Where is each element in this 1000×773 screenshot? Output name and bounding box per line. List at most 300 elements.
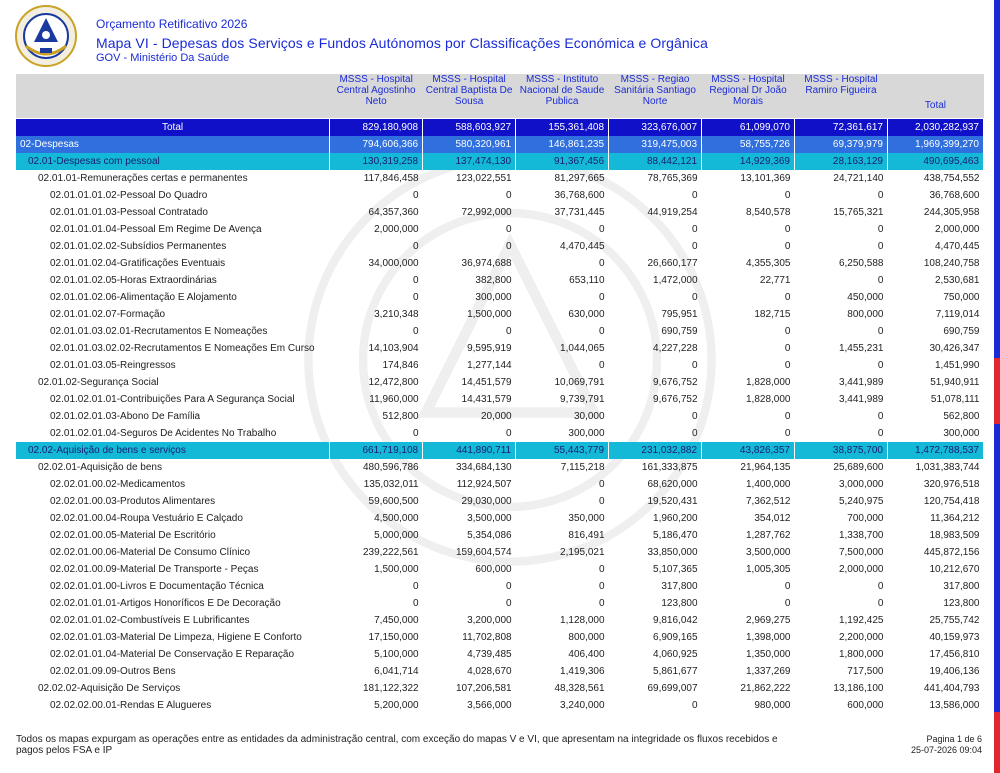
row-value: 0 — [784, 359, 791, 371]
row-total-value: 19,406,136 — [929, 665, 980, 677]
row-value: 450,000 — [847, 291, 884, 303]
row-label: 02.01.01.03.02.02-Recrutamentos E Nomeações Em Curso — [50, 342, 315, 354]
row-value: 78,765,369 — [647, 172, 698, 184]
row-value: 350,000 — [568, 512, 605, 524]
row-value: 0 — [413, 325, 419, 337]
row-label: 02.02.01.01.01-Artigos Honoríficos E De Decoração — [50, 597, 281, 609]
row-value: 382,800 — [475, 274, 512, 286]
row-value: 3,566,000 — [467, 699, 512, 711]
row-value: 829,180,908 — [330, 119, 423, 136]
table-row — [16, 680, 984, 697]
table-row — [16, 476, 984, 493]
row-value: 58,755,726 — [702, 136, 795, 153]
row-value: 0 — [506, 597, 512, 609]
row-value: 0 — [506, 189, 512, 201]
row-value: 0 — [691, 291, 698, 303]
row-value: 1,400,000 — [745, 478, 791, 490]
row-value: 580,320,961 — [423, 136, 516, 153]
row-total-value: 2,030,282,937 — [887, 119, 983, 136]
row-value: 0 — [691, 223, 698, 235]
row-value: 1,960,200 — [653, 512, 698, 524]
table-row — [16, 306, 984, 323]
row-value: 11,702,808 — [462, 631, 512, 643]
table-row — [16, 357, 984, 374]
row-value: 14,431,579 — [461, 393, 512, 405]
row-value: 17,150,000 — [368, 631, 419, 643]
row-value: 69,379,979 — [794, 136, 887, 153]
column-header-total: Total — [887, 74, 983, 118]
row-value: 15,765,321 — [833, 206, 884, 218]
row-value: 4,028,670 — [467, 665, 512, 677]
row-value: 0 — [506, 223, 512, 235]
row-value: 159,604,574 — [455, 546, 512, 558]
row-value: 61,099,070 — [702, 119, 795, 136]
row-value: 137,474,130 — [423, 153, 516, 170]
row-label: 02.02.01.00.02-Medicamentos — [50, 478, 186, 490]
row-value: 0 — [877, 189, 884, 201]
table-row — [16, 459, 984, 476]
row-value: 68,620,000 — [647, 478, 698, 490]
row-value: 0 — [784, 427, 791, 439]
row-value: 0 — [598, 563, 605, 575]
table-row — [16, 374, 984, 391]
footer-note: Todos os mapas expurgam as operações entre as entidades da administração central, com exceção do mapas V e VI, que apresentam na integridade os fluxos recebidos e pagos pelos FSA e IP — [16, 734, 778, 756]
row-value: 55,443,779 — [516, 442, 609, 459]
column-header: MSSS - Hospital Central Baptista De Sousa — [423, 74, 516, 118]
map-title: Mapa VI - Depesas dos Serviços e Fundos Autónomos por Classificações Económica e Orgânica — [96, 35, 708, 51]
row-value: 6,250,588 — [838, 257, 884, 269]
row-value: 816,491 — [568, 529, 605, 541]
row-value: 14,103,904 — [368, 342, 419, 354]
row-total-value: 490,695,463 — [887, 153, 983, 170]
row-label: 02.02.01.09.09-Outros Bens — [50, 665, 176, 677]
row-value: 9,676,752 — [653, 376, 698, 388]
row-value: 0 — [784, 240, 791, 252]
table-row — [16, 510, 984, 527]
row-label: 02.01.01.01.04-Pessoal Em Regime De Avença — [50, 223, 262, 235]
row-value: 0 — [598, 325, 605, 337]
row-total-value: 30,426,347 — [929, 342, 980, 354]
row-value: 4,500,000 — [374, 512, 419, 524]
row-value: 5,200,000 — [374, 699, 419, 711]
row-value: 3,210,348 — [374, 308, 419, 320]
row-value: 0 — [413, 291, 419, 303]
row-value: 2,000,000 — [838, 563, 884, 575]
row-value: 38,875,700 — [794, 442, 887, 459]
row-value: 588,603,927 — [423, 119, 516, 136]
row-value: 9,739,791 — [560, 393, 605, 405]
row-label: 02.02.01.00.06-Material De Consumo Clínico — [50, 546, 251, 558]
row-value: 794,606,366 — [330, 136, 423, 153]
row-value: 1,350,000 — [745, 648, 791, 660]
table-row — [16, 527, 984, 544]
row-value: 0 — [506, 240, 512, 252]
row-total-value: 4,470,445 — [935, 240, 980, 252]
row-value: 1,005,305 — [745, 563, 791, 575]
row-value: 0 — [784, 410, 791, 422]
row-value: 33,850,000 — [647, 546, 698, 558]
row-value: 0 — [598, 580, 605, 592]
row-value: 26,660,177 — [647, 257, 698, 269]
row-value: 28,163,129 — [794, 153, 887, 170]
row-label: 02.01.01.01.03-Pessoal Contratado — [50, 206, 208, 218]
column-header: MSSS - Hospital Ramiro Figueira — [794, 74, 887, 118]
row-total-value: 320,976,518 — [923, 478, 980, 490]
coat-of-arms-icon — [14, 4, 78, 68]
row-value: 661,719,108 — [330, 442, 423, 459]
row-value: 0 — [877, 240, 884, 252]
row-value: 3,441,989 — [838, 376, 884, 388]
row-value: 72,992,000 — [461, 206, 512, 218]
row-value: 600,000 — [847, 699, 884, 711]
row-label: 02.01-Despesas com pessoal — [16, 153, 330, 170]
row-label: 02.01.02-Segurança Social — [38, 376, 159, 388]
row-value: 1,338,700 — [838, 529, 884, 541]
row-value: 0 — [877, 359, 884, 371]
row-value: 181,122,322 — [362, 682, 419, 694]
row-value: 480,596,786 — [362, 461, 419, 473]
row-value: 334,684,130 — [455, 461, 512, 473]
row-total-value: 36,768,600 — [929, 189, 980, 201]
row-label: 02.01.01.01.02-Pessoal Do Quadro — [50, 189, 208, 201]
table-row — [16, 544, 984, 561]
row-value: 7,450,000 — [374, 614, 419, 626]
table-row — [16, 612, 984, 629]
row-label: 02.02.01.00.05-Material De Escritório — [50, 529, 216, 541]
row-label: 02.01.01.02.05-Horas Extraordinárias — [50, 274, 217, 286]
row-total-value: 317,800 — [943, 580, 980, 592]
row-value: 1,828,000 — [745, 376, 791, 388]
row-value: 0 — [598, 359, 605, 371]
row-value: 123,800 — [661, 597, 698, 609]
row-value: 0 — [413, 427, 419, 439]
row-value: 0 — [691, 240, 698, 252]
row-label: 02.02.01.01.02-Combustíveis E Lubrificantes — [50, 614, 250, 626]
table-row — [16, 340, 984, 357]
row-total-value: 2,530,681 — [935, 274, 980, 286]
page-edge-bar — [994, 0, 1000, 773]
row-label: 02.01.01.02.07-Formação — [50, 308, 166, 320]
table-header-row — [16, 74, 984, 118]
row-total-value: 7,119,014 — [935, 308, 980, 320]
row-value: 317,800 — [661, 580, 698, 592]
row-total-value: 1,969,399,270 — [887, 136, 983, 153]
row-label: 02.02.02.00.01-Rendas E Alugueres — [50, 699, 212, 711]
row-total-value: 51,078,111 — [930, 393, 980, 405]
row-value: 1,472,000 — [653, 274, 698, 286]
row-total-value: 2,000,000 — [935, 223, 980, 235]
row-total-value: 1,451,990 — [935, 359, 980, 371]
row-value: 9,676,752 — [653, 393, 698, 405]
row-total-value: 17,456,810 — [929, 648, 980, 660]
row-total-value: 445,872,156 — [923, 546, 980, 558]
row-label: 02.01.01.02.06-Alimentação E Alojamento — [50, 291, 237, 303]
row-value: 319,475,003 — [609, 136, 702, 153]
row-label: 02.01.02.01.03-Abono De Família — [50, 410, 201, 422]
page-edge-marker — [994, 712, 1000, 773]
row-value: 0 — [413, 274, 419, 286]
row-value: 10,069,791 — [554, 376, 605, 388]
row-value: 0 — [598, 478, 605, 490]
row-value: 5,100,000 — [374, 648, 419, 660]
row-value: 88,442,121 — [609, 153, 702, 170]
table-row — [16, 646, 984, 663]
row-label: 02.02.01.00.04-Roupa Vestuário E Calçado — [50, 512, 243, 524]
row-value: 13,101,369 — [740, 172, 791, 184]
ministry-name: GOV - Ministério Da Saúde — [96, 52, 230, 64]
row-value: 8,540,578 — [745, 206, 791, 218]
row-value: 0 — [413, 240, 419, 252]
row-value: 1,287,762 — [745, 529, 791, 541]
row-value: 3,200,000 — [467, 614, 512, 626]
row-value: 406,400 — [568, 648, 605, 660]
row-value: 6,909,165 — [653, 631, 698, 643]
row-value: 3,240,000 — [560, 699, 605, 711]
row-value: 300,000 — [568, 427, 605, 439]
row-value: 0 — [691, 699, 698, 711]
row-value: 29,030,000 — [461, 495, 512, 507]
row-value: 14,451,579 — [461, 376, 512, 388]
row-value: 0 — [413, 580, 419, 592]
row-total-value: 13,586,000 — [929, 699, 980, 711]
row-value: 4,060,925 — [653, 648, 698, 660]
row-value: 21,862,222 — [740, 682, 791, 694]
row-value: 239,222,561 — [362, 546, 419, 558]
row-label: 02.01.01.03.05-Reingressos — [50, 359, 176, 371]
table-row — [16, 289, 984, 306]
row-value: 0 — [877, 274, 884, 286]
row-label: 02.01.02.01.01-Contribuições Para A Segurança Social — [50, 393, 295, 405]
row-total-value: 690,759 — [943, 325, 980, 337]
print-date: 25-07-2026 09:04 — [910, 745, 982, 755]
row-value: 512,800 — [382, 410, 419, 422]
row-value: 1,398,000 — [745, 631, 791, 643]
row-total-value: 123,800 — [943, 597, 980, 609]
row-value: 0 — [877, 597, 884, 609]
row-value: 107,206,581 — [455, 682, 512, 694]
row-value: 441,890,711 — [423, 442, 516, 459]
row-value: 0 — [598, 291, 605, 303]
row-total-value: 750,000 — [943, 291, 980, 303]
row-value: 5,861,677 — [653, 665, 698, 677]
row-value: 0 — [877, 325, 884, 337]
row-value: 1,192,425 — [838, 614, 884, 626]
row-value: 1,800,000 — [838, 648, 884, 660]
row-value: 795,951 — [661, 308, 698, 320]
row-total-value: 244,305,958 — [923, 206, 980, 218]
table-row — [16, 153, 984, 170]
row-value: 25,689,600 — [833, 461, 884, 473]
row-value: 5,186,470 — [653, 529, 698, 541]
row-label: 02.01.01.02.02-Subsídios Permanentes — [50, 240, 227, 252]
expenses-table — [16, 74, 984, 714]
row-value: 1,500,000 — [374, 563, 419, 575]
page-number: Pagina 1 de 6 — [926, 734, 982, 744]
row-value: 13,186,100 — [833, 682, 884, 694]
row-value: 323,676,007 — [609, 119, 702, 136]
table-row — [16, 663, 984, 680]
row-label: 02.02.01.01.03-Material De Limpeza, Higiene E Conforto — [50, 631, 302, 643]
row-value: 12,472,800 — [368, 376, 419, 388]
row-value: 0 — [784, 189, 791, 201]
budget-title: Orçamento Retificativo 2026 — [96, 17, 248, 31]
row-value: 37,731,445 — [554, 206, 605, 218]
row-value: 0 — [598, 223, 605, 235]
row-value: 354,012 — [754, 512, 791, 524]
row-value: 653,110 — [569, 274, 605, 286]
row-value: 81,297,665 — [554, 172, 605, 184]
row-value: 182,715 — [754, 308, 791, 320]
row-value: 36,768,600 — [554, 189, 605, 201]
table-row — [16, 272, 984, 289]
row-label: 02.02.01.01.04-Material De Conservação E Reparação — [50, 648, 295, 660]
row-value: 2,200,000 — [838, 631, 884, 643]
table-row — [16, 629, 984, 646]
row-total-value: 108,240,758 — [923, 257, 980, 269]
table-row — [16, 187, 984, 204]
row-label: 02.01.01.02.04-Gratificações Eventuais — [50, 257, 226, 269]
row-total-value: 438,754,552 — [923, 172, 980, 184]
row-value: 0 — [413, 189, 419, 201]
table-row — [16, 170, 984, 187]
table-row — [16, 425, 984, 442]
row-value: 1,277,144 — [467, 359, 512, 371]
column-header: MSSS - Hospital Central Agostinho Neto — [330, 74, 423, 118]
row-value: 0 — [877, 223, 884, 235]
row-value: 800,000 — [847, 308, 884, 320]
row-label: 02.02.01.01.00-Livros E Documentação Técnica — [50, 580, 264, 592]
row-value: 980,000 — [754, 699, 791, 711]
row-value: 9,816,042 — [653, 614, 698, 626]
row-value: 7,362,512 — [745, 495, 791, 507]
row-value: 2,195,021 — [560, 546, 605, 558]
row-value: 20,000 — [480, 410, 512, 422]
row-value: 0 — [877, 427, 884, 439]
row-value: 146,861,235 — [516, 136, 609, 153]
row-value: 3,500,000 — [745, 546, 791, 558]
row-value: 0 — [877, 580, 884, 592]
row-value: 1,828,000 — [745, 393, 791, 405]
row-value: 36,974,688 — [461, 257, 512, 269]
row-value: 72,361,617 — [794, 119, 887, 136]
column-header: MSSS - Hospital Regional Dr João Morais — [702, 74, 795, 118]
row-value: 19,520,431 — [647, 495, 698, 507]
row-label: 02-Despesas — [16, 136, 330, 153]
row-value: 1,337,269 — [745, 665, 791, 677]
row-total-value: 562,800 — [943, 410, 980, 422]
row-label: 02.02.01.00.03-Produtos Alimentares — [50, 495, 216, 507]
row-value: 0 — [784, 325, 791, 337]
row-value: 0 — [506, 580, 512, 592]
row-label: 02.01.02.01.04-Seguros De Acidentes No Trabalho — [50, 427, 277, 439]
row-value: 44,919,254 — [647, 206, 698, 218]
row-total-value: 120,754,418 — [923, 495, 980, 507]
row-label: 02.02.01.00.09-Material De Transporte - Peças — [50, 563, 259, 575]
row-value: 5,000,000 — [374, 529, 419, 541]
row-value: 7,500,000 — [838, 546, 884, 558]
table-row — [16, 221, 984, 238]
row-value: 0 — [598, 597, 605, 609]
row-value: 130,319,258 — [330, 153, 423, 170]
row-value: 700,000 — [847, 512, 884, 524]
table-row — [16, 578, 984, 595]
row-value: 43,826,357 — [702, 442, 795, 459]
table-row — [16, 697, 984, 714]
row-value: 22,771 — [759, 274, 791, 286]
row-total-value: 40,159,973 — [929, 631, 980, 643]
row-value: 1,455,231 — [838, 342, 884, 354]
row-value: 231,032,882 — [609, 442, 702, 459]
row-value: 0 — [413, 597, 419, 609]
table-row — [16, 442, 984, 459]
row-total-value: 1,031,383,744 — [915, 461, 980, 473]
row-value: 5,240,975 — [838, 495, 884, 507]
table-row — [16, 136, 984, 153]
row-value: 2,000,000 — [374, 223, 419, 235]
table-row — [16, 323, 984, 340]
row-value: 64,357,360 — [368, 206, 419, 218]
row-value: 59,600,500 — [368, 495, 419, 507]
row-value: 174,846 — [382, 359, 419, 371]
row-value: 0 — [691, 189, 698, 201]
table-row — [16, 595, 984, 612]
row-total-value: 300,000 — [943, 427, 980, 439]
row-value: 717,500 — [847, 665, 884, 677]
row-label: 02.02.01-Aquisição de bens — [38, 461, 162, 473]
row-value: 1,128,000 — [560, 614, 605, 626]
footer-page-info — [911, 734, 982, 756]
table-row — [16, 493, 984, 510]
row-value: 0 — [691, 359, 698, 371]
row-value: 5,107,365 — [653, 563, 698, 575]
row-value: 161,333,875 — [641, 461, 698, 473]
row-value: 0 — [784, 597, 791, 609]
row-value: 3,000,000 — [838, 478, 884, 490]
column-header: MSSS - Instituto Nacional de Saude Publica — [516, 74, 609, 118]
page-edge-marker — [994, 358, 1000, 424]
row-value: 34,000,000 — [368, 257, 419, 269]
row-total-value: 441,404,793 — [923, 682, 980, 694]
table-row — [16, 204, 984, 221]
row-value: 135,032,011 — [363, 478, 419, 490]
row-value: 800,000 — [568, 631, 605, 643]
row-value: 0 — [784, 223, 791, 235]
table-row — [16, 391, 984, 408]
row-value: 21,964,135 — [740, 461, 791, 473]
row-value: 48,328,561 — [554, 682, 605, 694]
row-value: 3,441,989 — [838, 393, 884, 405]
row-value: 0 — [691, 410, 698, 422]
row-total-value: 51,940,911 — [930, 376, 980, 388]
row-value: 1,419,306 — [560, 665, 605, 677]
row-value: 4,470,445 — [560, 240, 605, 252]
row-value: 600,000 — [475, 563, 512, 575]
row-value: 2,969,275 — [745, 614, 791, 626]
row-value: 4,739,485 — [467, 648, 512, 660]
row-total-value: 11,364,212 — [930, 512, 980, 524]
row-value: 0 — [877, 410, 884, 422]
row-value: 0 — [506, 427, 512, 439]
row-value: 5,354,086 — [467, 529, 512, 541]
row-value: 690,759 — [661, 325, 698, 337]
column-header: MSSS - Regiao Sanitária Santiago Norte — [609, 74, 702, 118]
row-value: 0 — [506, 325, 512, 337]
row-value: 123,022,551 — [455, 172, 512, 184]
table-row — [16, 238, 984, 255]
row-total-value: 1,472,788,537 — [887, 442, 983, 459]
row-label: 02.01.01.03.02.01-Recrutamentos E Nomeações — [50, 325, 268, 337]
row-value: 0 — [784, 291, 791, 303]
